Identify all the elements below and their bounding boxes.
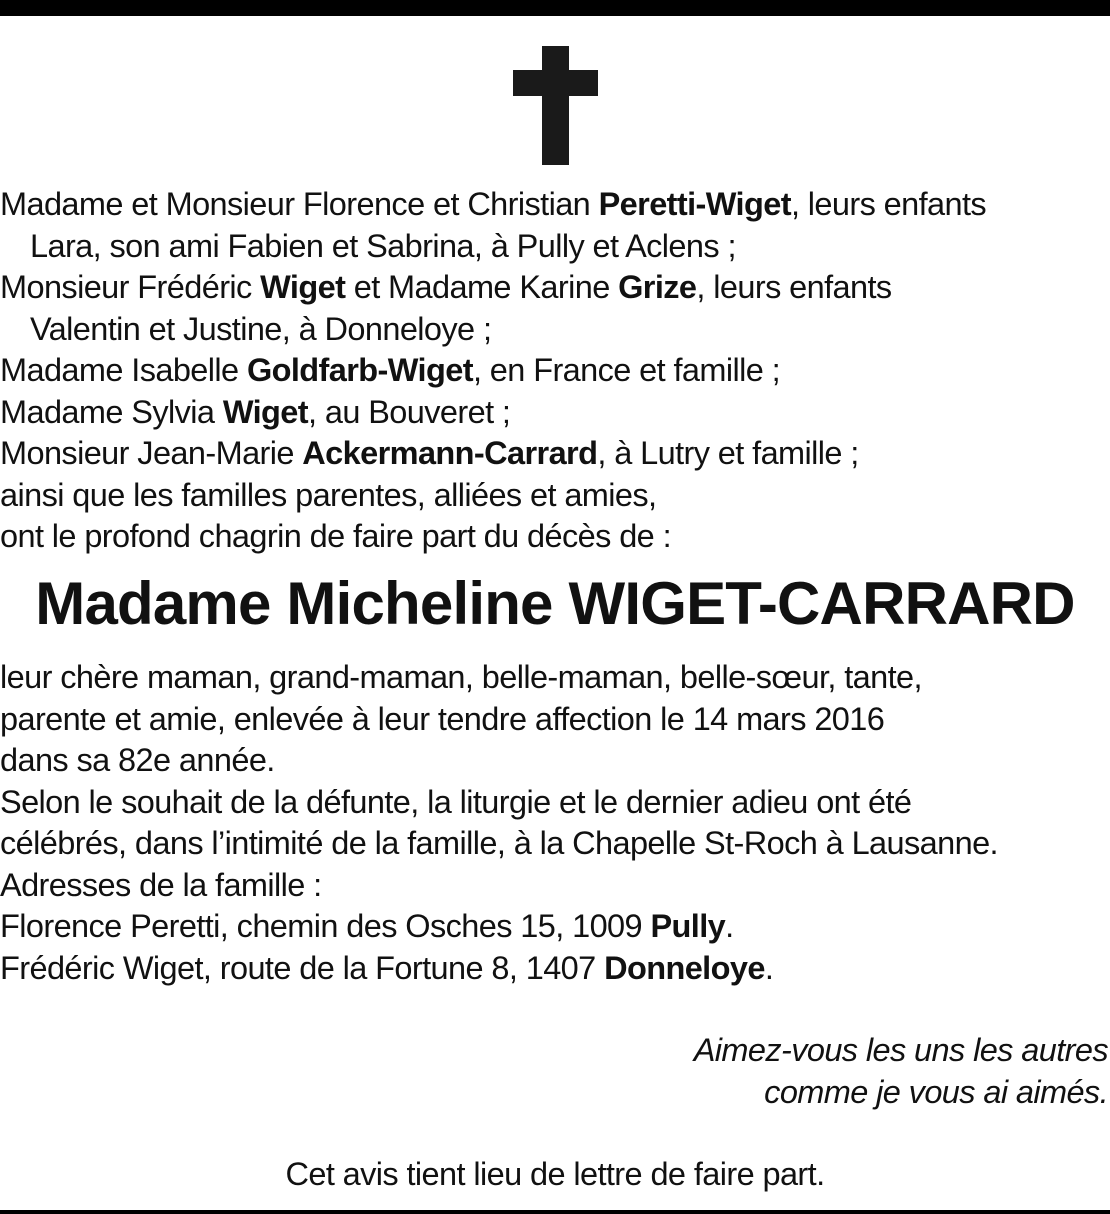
family-line-3: Monsieur Frédéric Wiget et Madame Karine Grize, leurs enfants <box>0 269 892 305</box>
quote-line-2: comme je vous ai aimés. <box>764 1073 1108 1110</box>
family-line-9: ont le profond chagrin de faire part du décès de : <box>0 518 672 554</box>
family-line-2: Lara, son ami Fabien et Sabrina, à Pully et Aclens ; <box>30 227 736 264</box>
deceased-name: Madame Micheline WIGET-CARRARD <box>35 570 1075 637</box>
family-announcement <box>0 184 1110 558</box>
family-line-5: Madame Isabelle Goldfarb-Wiget, en France et famille ; <box>0 352 781 388</box>
family-line-7: Monsieur Jean-Marie Ackermann-Carrard, à Lutry et famille ; <box>0 435 859 471</box>
cross-icon <box>513 46 598 165</box>
family-line-6: Madame Sylvia Wiget, au Bouveret ; <box>0 393 511 430</box>
obituary-body <box>0 657 1110 989</box>
family-line-4: Valentin et Justine, à Donneloye ; <box>30 310 492 347</box>
bottom-border-rule <box>0 1210 1110 1214</box>
footer-note: Cet avis tient lieu de lettre de faire part. <box>285 1156 825 1192</box>
address-line-2: Frédéric Wiget, route de la Fortune 8, 1407 Donneloye. <box>0 949 774 986</box>
body-line-1: leur chère maman, grand-maman, belle-maman, belle-sœur, tante, <box>0 659 922 695</box>
body-line-6: Adresses de la famille : <box>0 866 322 903</box>
quote-line-1: Aimez-vous les uns les autres <box>693 1032 1108 1068</box>
body-line-2: parente et amie, enlevée à leur tendre affection le 14 mars 2016 <box>0 700 885 737</box>
family-line-1: Madame et Monsieur Florence et Christian Peretti-Wiget, leurs enfants <box>0 186 987 222</box>
top-border-rule <box>0 0 1110 16</box>
body-line-4: Selon le souhait de la défunte, la liturgie et le dernier adieu ont été <box>0 783 912 820</box>
address-line-1: Florence Peretti, chemin des Osches 15, 1009 Pully. <box>0 908 734 944</box>
body-line-3: dans sa 82e année. <box>0 742 275 778</box>
family-line-8: ainsi que les familles parentes, alliées et amies, <box>0 476 657 513</box>
body-line-5: célébrés, dans l’intimité de la famille, à la Chapelle St-Roch à Lausanne. <box>0 825 998 861</box>
bible-quote <box>694 1030 1108 1113</box>
